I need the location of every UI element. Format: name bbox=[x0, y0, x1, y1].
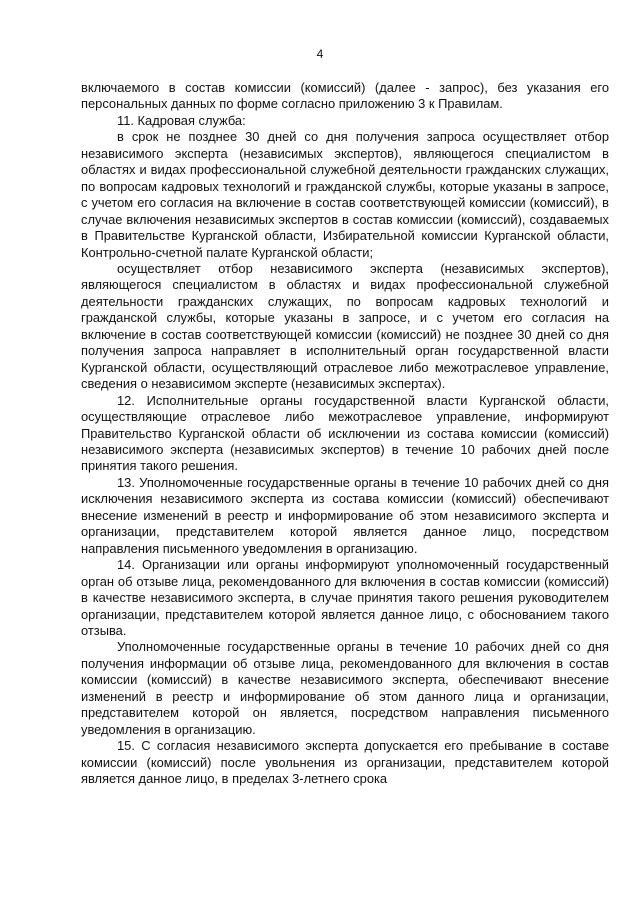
paragraph-item-11-second-duty: осуществляет отбор независимого эксперта (независимых экспертов), являющегося специалистом в областях и видах профессиональной служебной деятельности гражданских служащих, по вопросам кадровых технологий и гражданской службы, которые указаны в запросе, и с учетом его согласия на включение в состав соответствующей комиссии (комиссий) не позднее 30 дней со дня получения запроса направляет в исполнительный орган государственной власти Курганской области, осуществляющий отраслевое либо межотраслевое управление, сведения о независимом эксперте (независимых экспертах). bbox=[81, 260, 609, 392]
paragraph-item-11-first-duty: в срок не позднее 30 дней со дня получения запроса осуществляет отбор независимого эксперта (независимых экспертов), являющегося специалистом в областях и видах профессиональной служебной деятельности гражданских служащих, по вопросам кадровых технологий и гражданской службы, которые указаны в запросе, с учетом его согласия на включение в состав соответствующей комиссии (комиссий), в случае включения независимых экспертов в состав комиссии (комиссий), создаваемых в Правительстве Курганской области, Избирательной комиссии Курганской области, Контрольно-счетной палате Курганской области; bbox=[81, 129, 609, 260]
paragraph-item-11-heading: 11. Кадровая служба: bbox=[117, 112, 246, 128]
paragraph-item-15: 15. С согласия независимого эксперта допускается его пребывание в составе комиссии (комиссий) после увольнения из организации, представителем которой является данное лицо, в пределах 3-летнего срока bbox=[81, 738, 609, 787]
paragraph-item-12: 12. Исполнительные органы государственной власти Курганской области, осуществляющие отраслевое либо межотраслевое управление, информируют Правительство Курганской области об исключении из состава комиссии (комиссий) независимого эксперта (независимых экспертов) в течение 10 рабочих дней после принятия такого решения. bbox=[81, 392, 609, 474]
paragraph-continuation: включаемого в состав комиссии (комиссий) (далее - запрос), без указания его персональных данных по форме согласно приложению 3 к Правилам. bbox=[81, 80, 609, 112]
document-body bbox=[81, 80, 609, 787]
paragraph-item-13: 13. Уполномоченные государственные органы в течение 10 рабочих дней со дня исключения независимого эксперта из состава комиссии (комиссий) обеспечивают внесение изменений в реестр и информирование об этом независимого эксперта и организации, представителем которой является данное лицо, посредством направления письменного уведомления в организацию. bbox=[81, 474, 609, 556]
page-number: 4 bbox=[316, 47, 324, 61]
paragraph-item-14-continuation: Уполномоченные государственные органы в течение 10 рабочих дней со дня получения информации об отзыве лица, рекомендованного для включения в состав комиссии (комиссий) в качестве независимого эксперта, обеспечивают внесение изменений в реестр и информирование об этом данного лица и организации, представителем которой он является, посредством направления письменного уведомления в организацию. bbox=[81, 639, 609, 737]
paragraph-item-14: 14. Организации или органы информируют уполномоченный государственный орган об отзыве лица, рекомендованного для включения в состав комиссии (комиссий) в качестве независимого эксперта, в случае принятия такого решения руководителем организации, представителем которой является данное лицо, с обоснованием такого отзыва. bbox=[81, 557, 609, 638]
